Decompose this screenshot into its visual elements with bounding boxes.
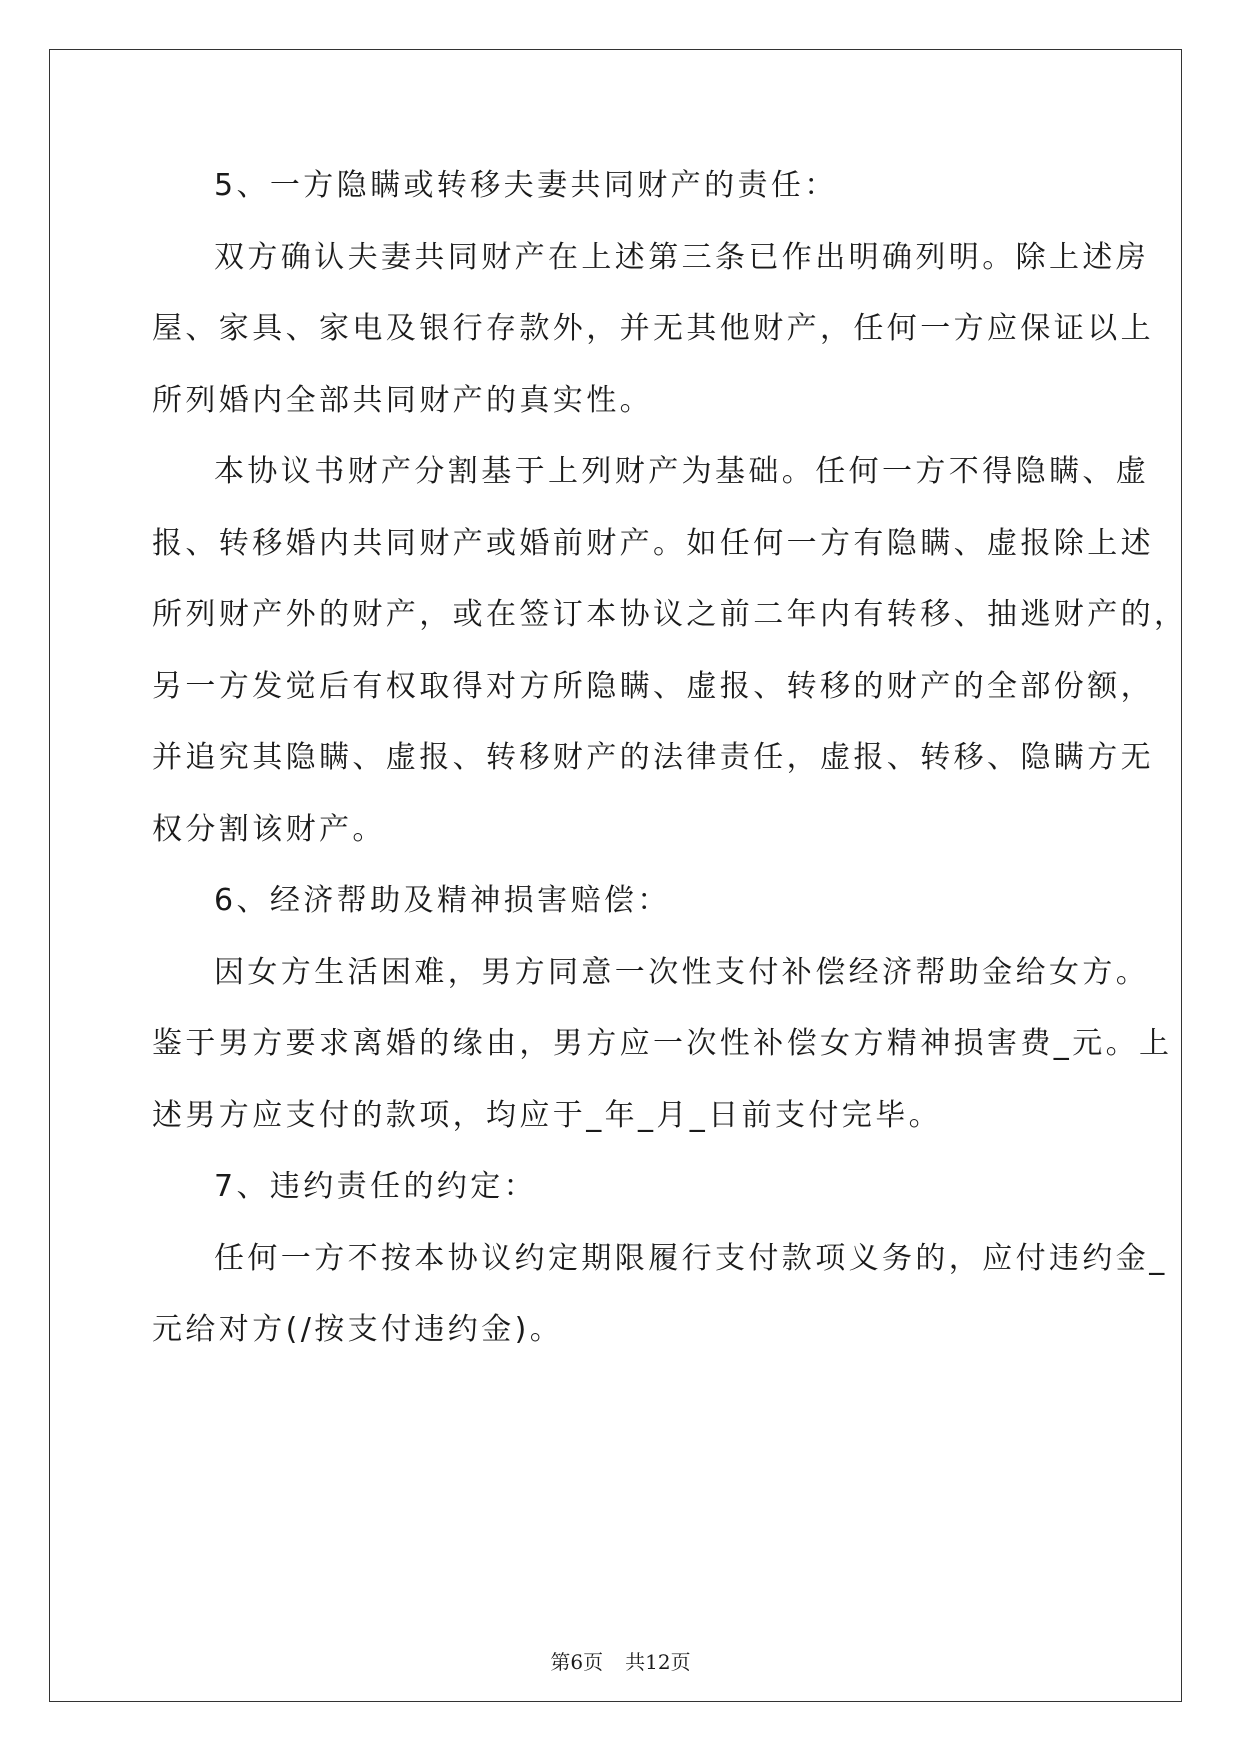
paragraph-line: 因女方生活困难，男方同意一次性支付补偿经济帮助金给女方。 [214, 955, 1150, 990]
paragraph-line: 任何一方不按本协议约定期限履行支付款项义务的，应付违约金_ [214, 1241, 1168, 1276]
section-heading-7: 7、违约责任的约定： [214, 1169, 538, 1204]
section-heading-5: 5、一方隐瞒或转移夫妻共同财产的责任： [214, 168, 838, 203]
paragraph-line: 并追究其隐瞒、虚报、转移财产的法律责任，虚报、转移、隐瞒方无 [152, 740, 1154, 775]
paragraph-line: 所列婚内全部共同财产的真实性。 [152, 383, 653, 418]
page-footer [0, 1646, 1241, 1675]
paragraph-line: 屋、家具、家电及银行存款外，并无其他财产，任何一方应保证以上 [152, 311, 1154, 346]
paragraph-line: 另一方发觉后有权取得对方所隐瞒、虚报、转移的财产的全部份额， [152, 669, 1154, 704]
paragraph-line: 报、转移婚内共同财产或婚前财产。如任何一方有隐瞒、虚报除上述 [152, 526, 1154, 561]
page-border [49, 49, 1182, 1702]
paragraph-line: 双方确认夫妻共同财产在上述第三条已作出明确列明。除上述房 [214, 240, 1150, 275]
section-heading-6: 6、经济帮助及精神损害赔偿： [214, 883, 671, 918]
paragraph-line: 述男方应支付的款项，均应于_年_月_日前支付完毕。 [152, 1098, 942, 1133]
paragraph-line: 所列财产外的财产，或在签订本协议之前二年内有转移、抽逃财产的， [152, 597, 1188, 632]
total-page-count: 共12页 [625, 1650, 691, 1674]
paragraph-line: 元给对方(/按支付违约金)。 [152, 1312, 564, 1347]
current-page-number: 第6页 [550, 1650, 604, 1674]
paragraph-line: 鉴于男方要求离婚的缘由，男方应一次性补偿女方精神损害费_元。上 [152, 1026, 1173, 1061]
paragraph-line: 本协议书财产分割基于上列财产为基础。任何一方不得隐瞒、虚 [214, 454, 1150, 489]
paragraph-line: 权分割该财产。 [152, 812, 386, 847]
